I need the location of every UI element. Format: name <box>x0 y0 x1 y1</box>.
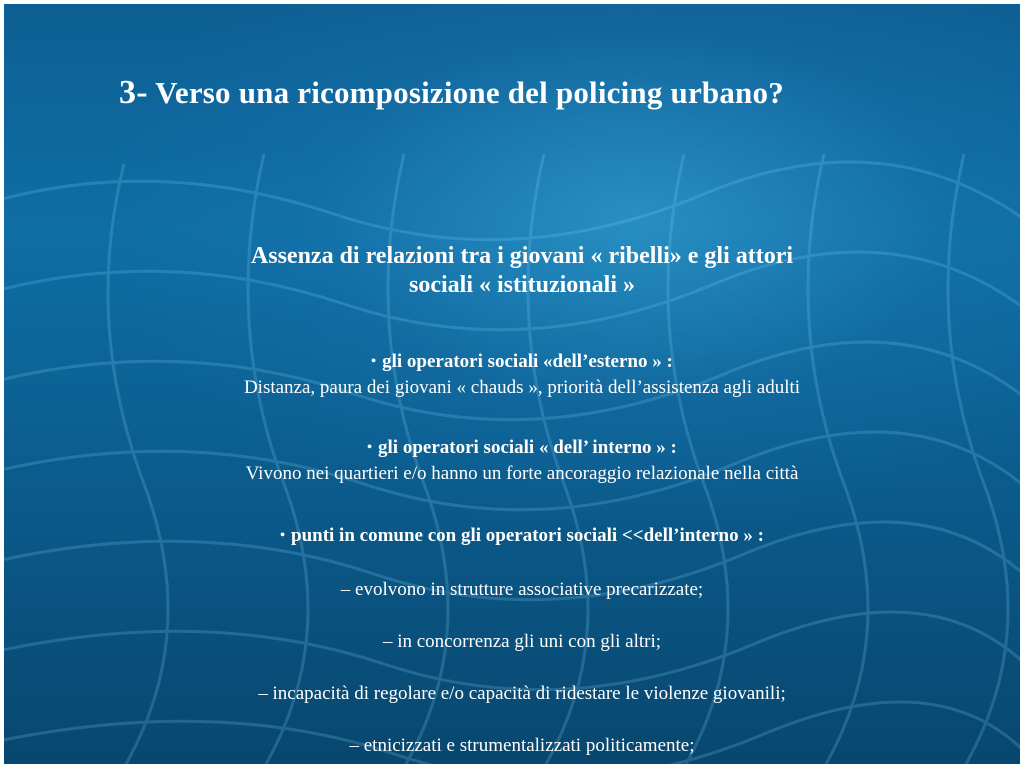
bullet-heading <box>44 523 1000 549</box>
bullet-heading-text: punti in comune con gli operatori sociali <<dell’interno » : <box>291 525 764 546</box>
list-item: – incapacità di regolare e/o capacità di ridestare le violenze giovanili; <box>258 683 786 704</box>
bullet-heading <box>44 435 1000 461</box>
section-interno <box>44 435 1000 487</box>
bullet-description: Distanza, paura dei giovani « chauds », priorità dell’assistenza agli adulti <box>243 377 801 398</box>
bullet-icon: • <box>280 528 285 543</box>
bullet-icon: • <box>367 440 373 455</box>
heading-line-1: Assenza di relazioni tra i giovani « ribelli» e gli attori <box>250 243 794 269</box>
title-text: Verso una ricomposizione del policing urbano? <box>147 75 784 110</box>
slide-content <box>44 242 1000 759</box>
list-item: – in concorrenza gli uni con gli altri; <box>382 631 662 652</box>
heading-line-2: sociali « istituzionali » <box>408 272 635 298</box>
section-heading <box>112 242 932 300</box>
list-item: – etnicizzati e strumentalizzati politicamente; <box>349 735 695 756</box>
list-item: – evolvono in strutture associative precarizzate; <box>340 579 704 600</box>
section-punti-comuni <box>44 523 1000 549</box>
slide <box>4 4 1020 764</box>
title-number: 3- <box>119 74 148 111</box>
bullet-heading <box>44 349 1000 375</box>
bullet-icon: • <box>371 354 377 369</box>
bullet-heading-text: gli operatori sociali «dell’esterno » : <box>382 351 673 372</box>
slide-title <box>119 74 784 112</box>
bullet-heading-text: gli operatori sociali « dell’ interno » : <box>378 437 677 458</box>
section-esterno <box>44 349 1000 401</box>
bullet-description: Vivono nei quartieri e/o hanno un forte ancoraggio relazionale nella città <box>245 463 799 484</box>
